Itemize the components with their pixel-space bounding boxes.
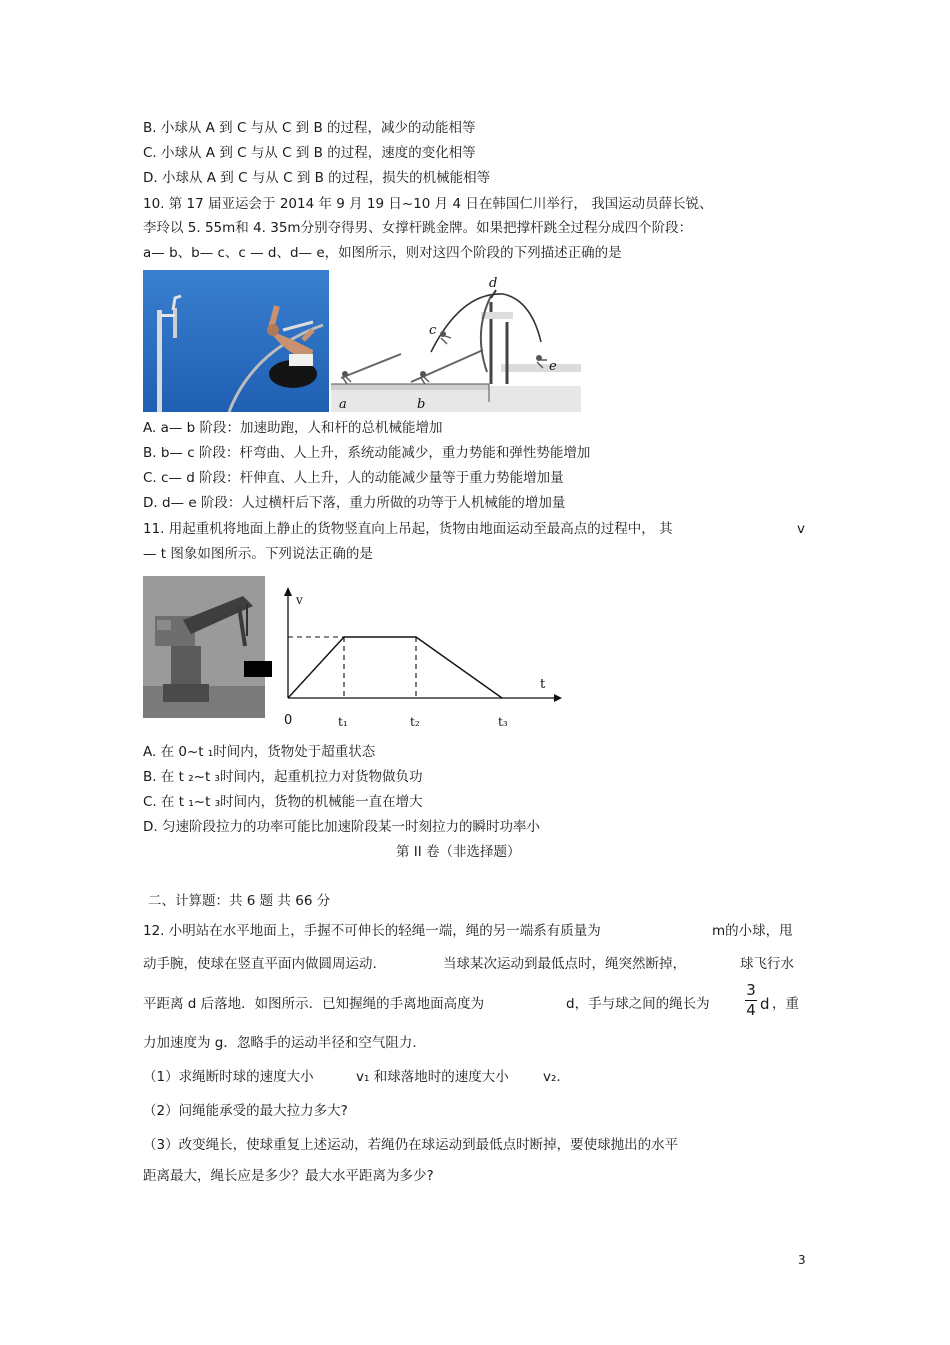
phase-label-e: e	[549, 359, 557, 374]
black-marker	[244, 661, 272, 677]
fraction-denominator: 4	[746, 1001, 756, 1019]
q9-option-d: D. 小球从 A 到 C 与从 C 到 B 的过程，损失的机械能相等	[143, 170, 491, 186]
q11-stem-line1: 11. 用起重机将地面上静止的货物竖直向上吊起，货物由地面运动至最高点的过程中， 其	[143, 521, 673, 537]
q12-line3b: d，手与球之间的绳长为	[566, 996, 710, 1012]
q10-stem-line3: a— b、b— c、c — d、d— e，如图所示，则对这四个阶段的下列描述正确的是	[143, 245, 622, 261]
y-axis-arrow	[284, 587, 292, 596]
q10-option-d: D. d— e 阶段：人过横杆后下落，重力所做的功等于人机械能的增加量	[143, 495, 566, 511]
q9-option-c: C. 小球从 A 到 C 与从 C 到 B 的过程，速度的变化相等	[143, 145, 476, 161]
q12-line1a: 12. 小明站在水平地面上，手握不可伸长的轻绳一端，绳的另一端系有质量为	[143, 923, 601, 939]
origin-label: 0	[284, 713, 293, 728]
tick-label-t1: t₁	[338, 715, 348, 729]
q10-stem-line1: 10. 第 17 届亚运会于 2014 年 9 月 19 日~10 月 4 日在韩国仁川举行， 我国运动员薛长锐、	[143, 196, 713, 212]
q10-stem-line2: 李玲以 5. 55m和 4. 35m分别夺得男、女撑杆跳金牌。如果把撑杆跳全过程分成四个阶段：	[143, 220, 693, 236]
q11-option-b: B. 在 t ₂~t ₃时间内，起重机拉力对货物做负功	[143, 769, 423, 785]
part2-heading: 二、计算题：共 6 题 共 66 分	[148, 893, 331, 909]
q12-line2c: 球飞行水	[740, 956, 794, 972]
pole-vault-phases-diagram	[331, 272, 581, 412]
q11-option-d: D. 匀速阶段拉力的功率可能比加速阶段某一时刻拉力的瞬时功率小	[143, 819, 540, 835]
q10-option-a: A. a— b 阶段：加速助跑，人和杆的总机械能增加	[143, 420, 443, 436]
v-t-series-line	[288, 637, 502, 698]
phase-label-b: b	[417, 397, 426, 412]
q9-option-b: B. 小球从 A 到 C 与从 C 到 B 的过程，减少的动能相等	[143, 120, 476, 136]
q12-sub3-line2: 距离最大，绳长应是多少？最大水平距离为多少?	[143, 1168, 434, 1184]
q11-stem-line2: — t 图象如图所示。下列说法正确的是	[143, 546, 373, 562]
page-number: 3	[798, 1253, 806, 1267]
phase-label-c: c	[429, 323, 437, 338]
fraction-variable-d: d	[760, 995, 770, 1013]
v-t-graph	[276, 576, 566, 734]
q12-sub3-line1: （3）改变绳长，使球重复上述运动，若绳仍在球运动到最低点时断掉，要使球抛出的水平	[143, 1137, 679, 1153]
phase-label-a: a	[339, 397, 347, 412]
q10-option-b: B. b— c 阶段：杆弯曲、人上升，系统动能减少，重力势能和弹性势能增加	[143, 445, 591, 461]
q12-sub2: （2）问绳能承受的最大拉力多大?	[143, 1103, 348, 1119]
crane-photo	[143, 576, 265, 718]
q12-line2a: 动手腕，使球在竖直平面内做圆周运动.	[143, 956, 377, 972]
q12-line1b: m的小球，甩	[712, 923, 793, 939]
phase-label-d: d	[489, 276, 498, 291]
q12-sub1b: v₁ 和球落地时的速度大小	[356, 1069, 509, 1085]
q10-option-c: C. c— d 阶段：杆伸直、人上升，人的动能减少量等于重力势能增加量	[143, 470, 564, 486]
x-axis-arrow	[554, 694, 562, 702]
section-title: 第 II 卷（非选择题）	[396, 844, 521, 860]
tick-label-t2: t₂	[410, 715, 420, 729]
fraction-numerator: 3	[746, 981, 756, 999]
q12-line3a: 平距离 d 后落地．如图所示．已知握绳的手离地面高度为	[143, 996, 485, 1012]
pole-vault-photo	[143, 270, 329, 412]
q11-option-a: A. 在 0~t ₁时间内，货物处于超重状态	[143, 744, 376, 760]
q11-stem-v: v	[797, 521, 805, 537]
y-axis-label: v	[296, 593, 303, 607]
tick-label-t3: t₃	[498, 715, 508, 729]
q12-sub1c: v₂.	[543, 1069, 561, 1085]
q11-option-c: C. 在 t ₁~t ₃时间内，货物的机械能一直在增大	[143, 794, 423, 810]
q12-sub1a: （1）求绳断时球的速度大小	[143, 1069, 314, 1085]
q12-line4: 力加速度为 g．忽略手的运动半径和空气阻力.	[143, 1035, 417, 1051]
q12-line2b: 当球某次运动到最低点时，绳突然断掉，	[443, 956, 686, 972]
x-axis-label: t	[540, 677, 546, 692]
q12-line3c: ，重	[772, 996, 799, 1012]
fraction-three-quarters	[743, 982, 759, 1019]
